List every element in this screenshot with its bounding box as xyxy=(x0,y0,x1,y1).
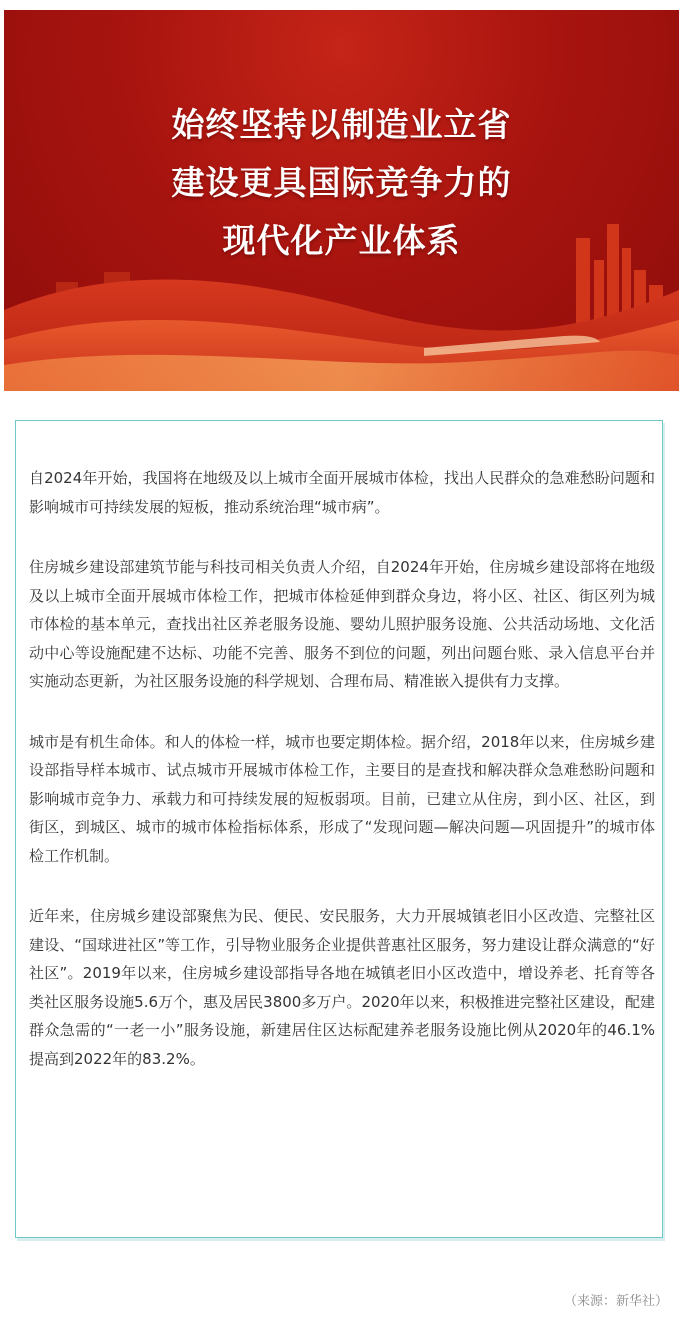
banner-title-line: 现代化产业体系 xyxy=(222,221,461,260)
article-paragraph: 自2024年开始，我国将在地级及以上城市全面开展城市体检，找出人民群众的急难愁盼问题和影响城市可持续发展的短板，推动系统治理“城市病”。 xyxy=(29,469,655,516)
banner-title xyxy=(4,96,679,270)
article-paragraph: 住房城乡建设部建筑节能与科技司相关负责人介绍，自2024年开始，住房城乡建设部将在地级及以上城市全面开展城市体检工作，把城市体检延伸到群众身边，将小区、社区、街区列为城市体检的基本单元，查找出社区养老服务设施、婴幼儿照护服务设施、公共活动场地、文化活动中心等设施配建不达标、功能不完善、服务不到位的问题，列出问题台账、录入信息平台并实施动态更新，为社区服务设施的科学规划、合理布局、精准嵌入提供有力支撑。 xyxy=(29,558,655,690)
banner-title-line: 始终坚持以制造业立省 xyxy=(171,105,512,144)
source-credit: （来源：新华社） xyxy=(563,1294,668,1309)
header-banner xyxy=(4,10,679,391)
banner-title-line: 建设更具国际竞争力的 xyxy=(171,163,512,202)
article-paragraph: 城市是有机生命体。和人的体检一样，城市也要定期体检。据介绍，2018年以来，住房城乡建设部指导样本城市、试点城市开展城市体检工作，主要目的是查找和解决群众急难愁盼问题和影响城市竞争力、承载力和可持续发展的短板弱项。目前，已建立从住房，到小区、社区，到街区，到城区、城市的城市体检指标体系，形成了“发现问题—解决问题—巩固提升”的城市体检工作机制。 xyxy=(29,732,655,865)
article-paragraph: 近年来，住房城乡建设部聚焦为民、便民、安民服务，大力开展城镇老旧小区改造、完整社区建设、“国球进社区”等工作，引导物业服务企业提供普惠社区服务，努力建设让群众满意的“好社区”。2019年以来，住房城乡建设部指导各地在城镇老旧小区改造中，增设养老、托育等各类社区服务设施5.6万个，惠及居民3800多万户。2020年以来，积极推进完整社区建设，配建群众急需的“一老一小”服务设施，新建居住区达标配建养老服务设施比例从2020年的46.1%提高到2022年的83.2%。 xyxy=(29,907,655,1068)
article-card xyxy=(15,420,663,1238)
article-body xyxy=(29,464,655,1105)
